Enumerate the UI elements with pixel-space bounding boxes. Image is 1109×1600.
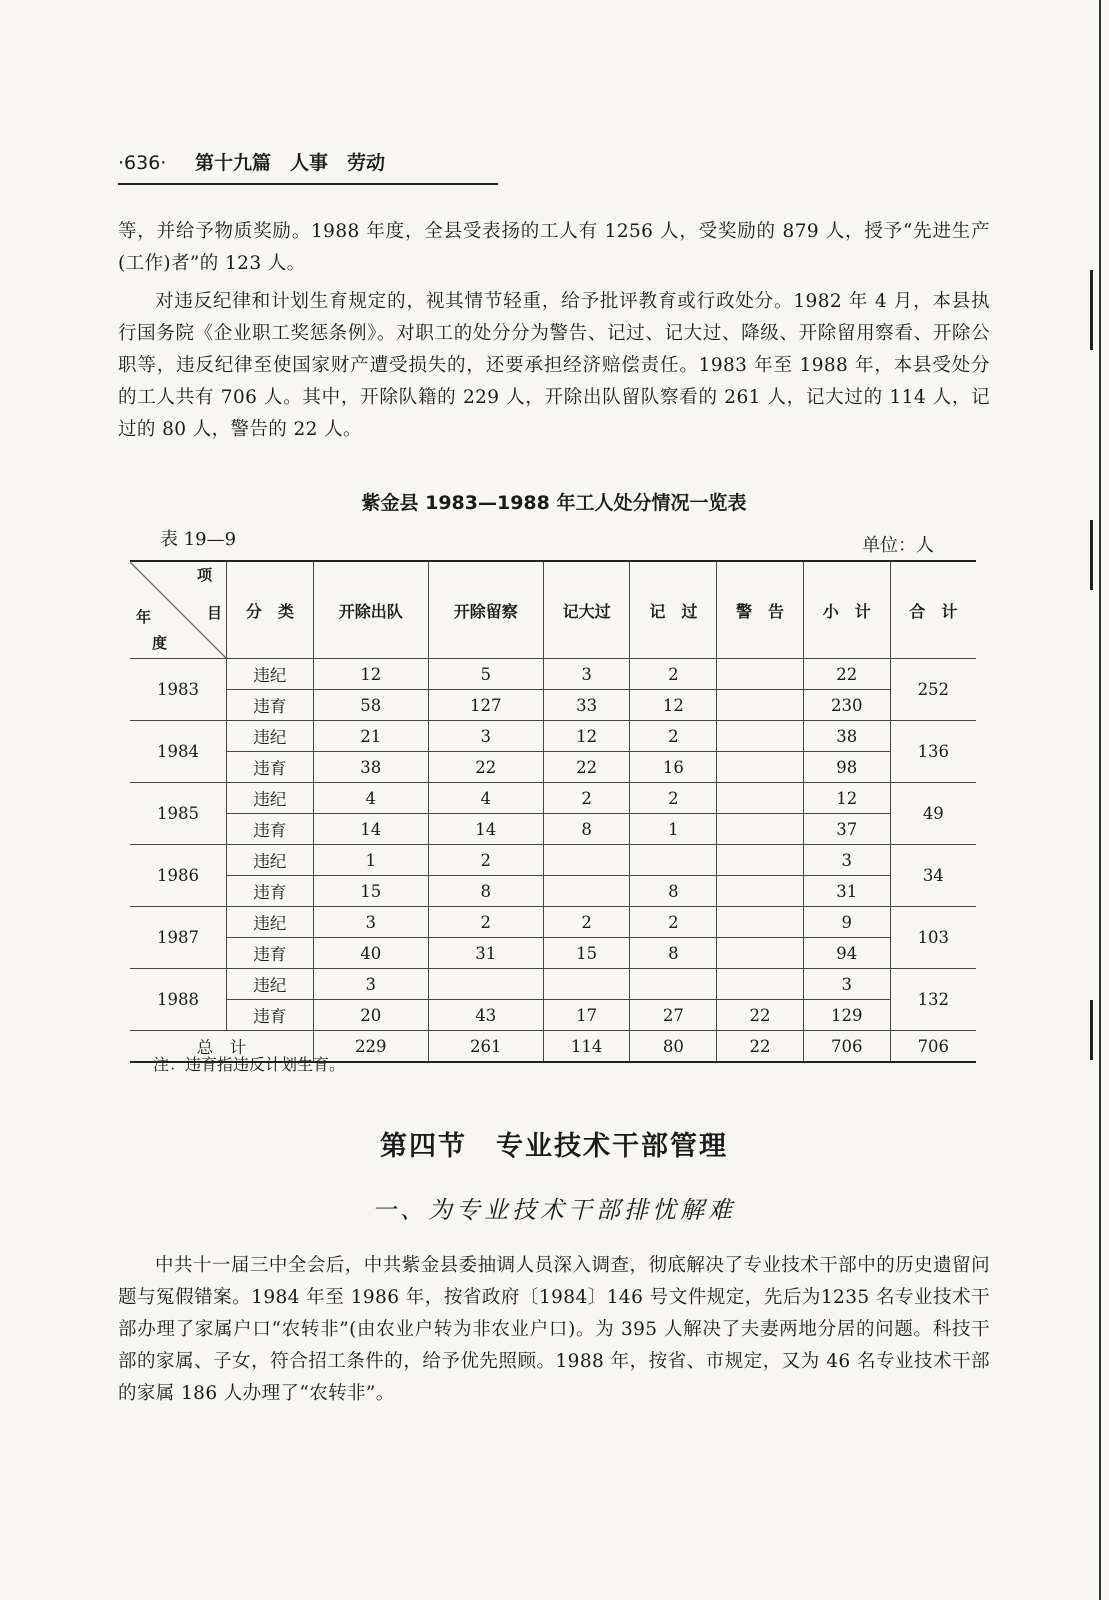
category-cell: 违育 — [227, 690, 314, 721]
major-demerit-cell: 17 — [543, 1000, 630, 1031]
scan-mark — [1090, 520, 1093, 590]
subtotal-cell: 94 — [803, 938, 890, 969]
warning-cell — [717, 721, 804, 752]
major-demerit-cell: 2 — [543, 783, 630, 814]
probation-cell: 43 — [428, 1000, 543, 1031]
total-cell: 103 — [890, 907, 976, 969]
year-cell: 1985 — [130, 783, 227, 845]
scan-edge-line — [1099, 0, 1101, 1600]
category-cell: 违纪 — [227, 907, 314, 938]
paragraph-1: 等，并给予物质奖励。1988 年度，全县受表扬的工人有 1256 人，受奖励的 879 人，授予“先进生产(工作)者”的 123 人。 — [118, 221, 990, 274]
category-cell: 违育 — [227, 876, 314, 907]
category-cell: 违育 — [227, 752, 314, 783]
grand-total-label: 总 计 — [130, 1031, 313, 1063]
chapter-title: 第十九篇 人事 劳动 — [194, 152, 385, 174]
header-category: 分 类 — [227, 561, 314, 659]
header-subtotal: 小 计 — [803, 561, 890, 659]
year-cell: 1983 — [130, 659, 227, 721]
dismissed-cell: 12 — [313, 659, 428, 690]
category-cell: 违育 — [227, 938, 314, 969]
probation-cell: 22 — [428, 752, 543, 783]
dismissed-cell: 3 — [313, 969, 428, 1000]
header-dismissed: 开除出队 — [313, 561, 428, 659]
year-cell: 1987 — [130, 907, 227, 969]
header-total: 合 计 — [890, 561, 976, 659]
table-row — [130, 1000, 976, 1031]
table-row — [130, 690, 976, 721]
demerit-cell — [630, 969, 717, 1000]
table-row — [130, 659, 976, 690]
warning-cell — [717, 752, 804, 783]
table-row — [130, 969, 976, 1000]
table-header-row — [130, 561, 976, 659]
demerit-cell: 2 — [630, 783, 717, 814]
total-cell: 136 — [890, 721, 976, 783]
table-row — [130, 876, 976, 907]
warning-cell: 22 — [717, 1000, 804, 1031]
header-probation: 开除留察 — [428, 561, 543, 659]
warning-cell — [717, 690, 804, 721]
year-cell: 1988 — [130, 969, 227, 1031]
subtotal-cell: 3 — [803, 845, 890, 876]
warning-cell — [717, 907, 804, 938]
total-cell: 34 — [890, 845, 976, 907]
major-demerit-cell: 22 — [543, 752, 630, 783]
subtotal-cell: 37 — [803, 814, 890, 845]
subtotal-cell: 12 — [803, 783, 890, 814]
section-title: 第四节 专业技术干部管理 — [380, 1131, 728, 1162]
major-demerit-cell: 2 — [543, 907, 630, 938]
total-cell: 132 — [890, 969, 976, 1031]
corner-label-left: 年 — [136, 608, 152, 626]
probation-cell — [428, 969, 543, 1000]
category-cell: 违纪 — [227, 783, 314, 814]
year-cell: 1984 — [130, 721, 227, 783]
demerit-cell: 8 — [630, 938, 717, 969]
dismissed-cell: 4 — [313, 783, 428, 814]
total-cell: 49 — [890, 783, 976, 845]
subsection-title: 一、为专业技术干部排忧解难 — [372, 1196, 736, 1224]
subtotal-cell: 22 — [803, 659, 890, 690]
subtotal-cell: 3 — [803, 969, 890, 1000]
probation-cell: 2 — [428, 907, 543, 938]
grand-total-cell: 261 — [428, 1031, 543, 1063]
dismissed-cell: 38 — [313, 752, 428, 783]
demerit-cell: 2 — [630, 721, 717, 752]
major-demerit-cell: 3 — [543, 659, 630, 690]
category-cell: 违育 — [227, 814, 314, 845]
header-major-demerit: 记大过 — [543, 561, 630, 659]
table-row — [130, 938, 976, 969]
category-cell: 违纪 — [227, 659, 314, 690]
table-number: 表 19—9 — [160, 529, 237, 550]
category-cell: 违纪 — [227, 969, 314, 1000]
subtotal-cell: 31 — [803, 876, 890, 907]
corner-label-right: 目 — [206, 604, 222, 622]
major-demerit-cell — [543, 845, 630, 876]
warning-cell — [717, 938, 804, 969]
dismissed-cell: 3 — [313, 907, 428, 938]
probation-cell: 2 — [428, 845, 543, 876]
category-cell: 违育 — [227, 1000, 314, 1031]
probation-cell: 3 — [428, 721, 543, 752]
table-row — [130, 907, 976, 938]
demerit-cell: 12 — [630, 690, 717, 721]
subtotal-cell: 129 — [803, 1000, 890, 1031]
category-cell: 违纪 — [227, 845, 314, 876]
dismissed-cell: 1 — [313, 845, 428, 876]
warning-cell — [717, 845, 804, 876]
major-demerit-cell: 33 — [543, 690, 630, 721]
paragraph-2 — [118, 286, 990, 446]
warning-cell — [717, 814, 804, 845]
year-cell: 1986 — [130, 845, 227, 907]
paragraph-3 — [118, 1250, 990, 1410]
dismissed-cell: 15 — [313, 876, 428, 907]
dismissed-cell: 14 — [313, 814, 428, 845]
grand-total-cell: 706 — [890, 1031, 976, 1063]
probation-cell: 8 — [428, 876, 543, 907]
table-row — [130, 752, 976, 783]
table-row — [130, 845, 976, 876]
header-warning: 警 告 — [717, 561, 804, 659]
paragraph-3-text: 中共十一届三中全会后，中共紫金县委抽调人员深入调查，彻底解决了专业技术干部中的历史遗留问题与冤假错案。1984 年至 1986 年，按省政府〔1984〕146 号文件规定，先后为1235 名专业技术干部办理了家属户口“农转非”(由农业户转为非农业户口)。为 395 人解决了夫妻两地分居的问题。科技干部的家属、子女，符合招工条件的，给予优先照顾。1988 年，按省、市规定，又为 46 名专业技术干部的家属 186 人办理了“农转非”。 — [118, 1255, 990, 1404]
warning-cell — [717, 876, 804, 907]
grand-total-cell: 114 — [543, 1031, 630, 1063]
paragraph-2-text: 对违反纪律和计划生育规定的，视其情节轻重，给予批评教育或行政处分。1982 年 4 月，本县执行国务院《企业职工奖惩条例》。对职工的处分分为警告、记过、记大过、降级、开除留用察看、开除公职等，违反纪律至使国家财产遭受损失的，还要承担经济赔偿责任。1983 年至 1988 年，本县受处分的工人共有 706 人。其中，开除队籍的 229 人，开除出队留队察看的 261 人，记大过的 114 人，记过的 80 人，警告的 22 人。 — [118, 291, 990, 440]
demerit-cell: 2 — [630, 907, 717, 938]
table-title: 紫金县 1983—1988 年工人处分情况一览表 — [361, 492, 747, 514]
major-demerit-cell: 12 — [543, 721, 630, 752]
warning-cell — [717, 659, 804, 690]
demerit-cell: 1 — [630, 814, 717, 845]
total-cell: 252 — [890, 659, 976, 721]
subtotal-cell: 38 — [803, 721, 890, 752]
subtotal-cell: 230 — [803, 690, 890, 721]
major-demerit-cell — [543, 876, 630, 907]
demerit-cell: 8 — [630, 876, 717, 907]
table-row — [130, 814, 976, 845]
warning-cell — [717, 969, 804, 1000]
major-demerit-cell: 15 — [543, 938, 630, 969]
page-header — [118, 148, 498, 185]
grand-total-cell: 22 — [717, 1031, 804, 1063]
punishment-table — [130, 560, 976, 1063]
probation-cell: 127 — [428, 690, 543, 721]
corner-label-top: 项 — [196, 566, 212, 584]
probation-cell: 4 — [428, 783, 543, 814]
table-row — [130, 783, 976, 814]
dismissed-cell: 58 — [313, 690, 428, 721]
table-note: 注：违育指违反计划生育。 — [153, 1055, 346, 1074]
major-demerit-cell: 8 — [543, 814, 630, 845]
subtotal-cell: 9 — [803, 907, 890, 938]
header-demerit: 记 过 — [630, 561, 717, 659]
dismissed-cell: 20 — [313, 1000, 428, 1031]
probation-cell: 5 — [428, 659, 543, 690]
table-row — [130, 721, 976, 752]
warning-cell — [717, 783, 804, 814]
corner-label-bottom: 度 — [152, 634, 168, 652]
subtotal-cell: 98 — [803, 752, 890, 783]
grand-total-cell: 80 — [630, 1031, 717, 1063]
probation-cell: 14 — [428, 814, 543, 845]
category-cell: 违纪 — [227, 721, 314, 752]
dismissed-cell: 21 — [313, 721, 428, 752]
dismissed-cell: 40 — [313, 938, 428, 969]
scan-mark — [1090, 1000, 1093, 1060]
grand-total-cell: 706 — [803, 1031, 890, 1063]
grand-total-cell: 229 — [313, 1031, 428, 1063]
major-demerit-cell — [543, 969, 630, 1000]
probation-cell: 31 — [428, 938, 543, 969]
diagonal-corner-cell — [130, 561, 227, 659]
scan-mark — [1090, 270, 1093, 350]
demerit-cell: 2 — [630, 659, 717, 690]
demerit-cell: 16 — [630, 752, 717, 783]
table-unit: 单位：人 — [862, 535, 934, 556]
page-number: ·636· — [118, 152, 167, 174]
demerit-cell: 27 — [630, 1000, 717, 1031]
demerit-cell — [630, 845, 717, 876]
